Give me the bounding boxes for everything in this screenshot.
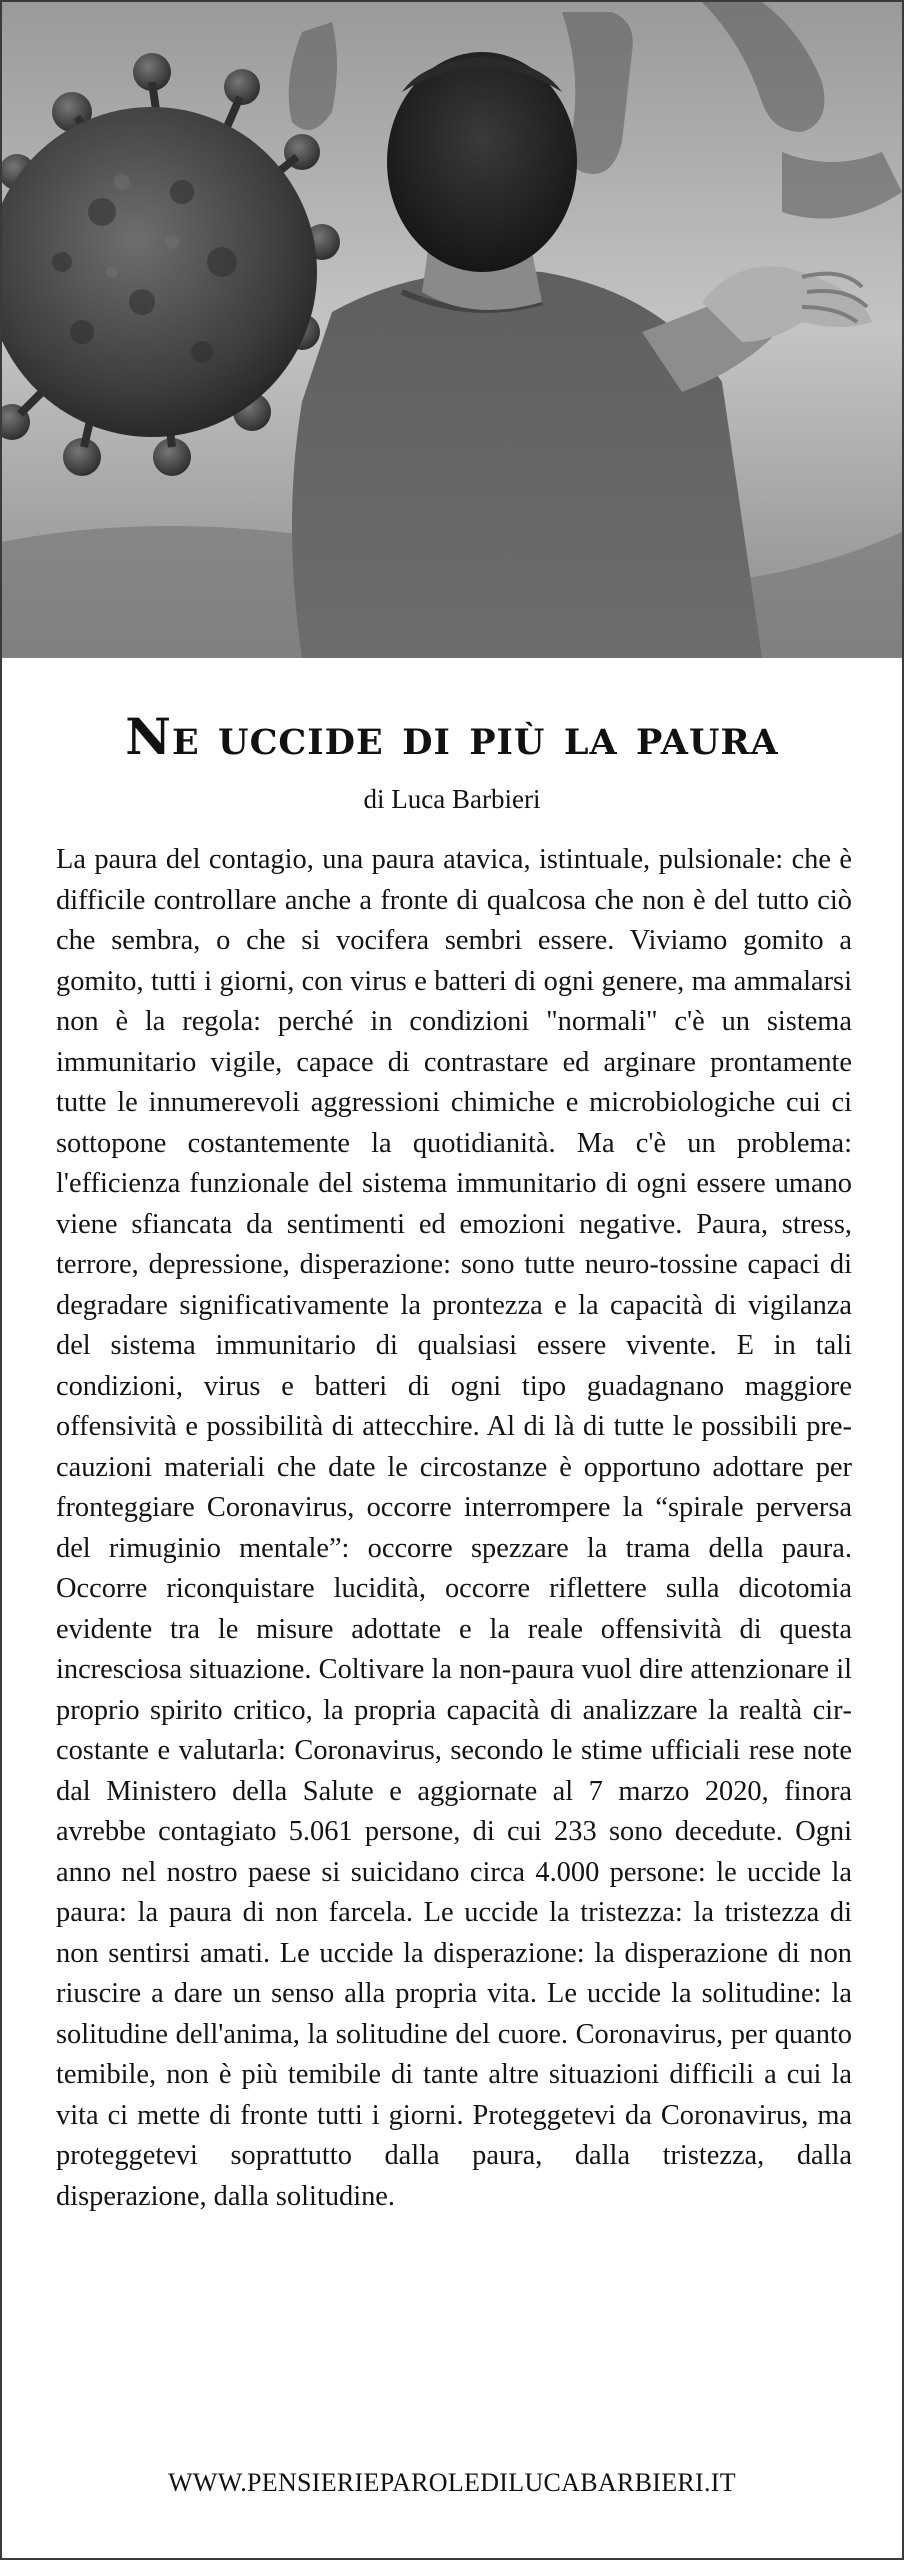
article-byline: di Luca Barbieri (363, 784, 541, 814)
virus-man-illustration (2, 2, 902, 658)
article-title: Ne uccide di più la paura (125, 707, 779, 766)
footer-website[interactable]: WWW.PENSIERIEPAROLEDILUCABARBIERI.IT (168, 2468, 736, 2497)
hero-image (2, 2, 902, 658)
article-body: La paura del contagio, una paura atavica, istintuale, pulsionale: che è difficile controllare anche a fronte di qualcosa che non è del tutto ciò che sembra, o che si vocifera sembri essere. Viviamo gomito a gomito, tutti i giorni, con virus e batteri di ogni genere, ma ammalarsi non è la regola: perché in condizioni "normali" c'è un sistema immunitario vigile, capace di contrastare ed arginare prontamente tutte le innumerevoli aggressioni chimiche e microbiologiche cui ci sottopone costantemente la quotidianità. Ma c'è un problema: l'efficienza funzionale del sistema immunitario di ogni essere umano viene sfiancata da sentimenti ed emozioni negative. Paura, stress, terrore, depressione, disperazione: sono tutte neuro-tossine capaci di degradare significativamente la prontezza e la capacità di vigilanza del sistema immunitario di qualsiasi essere vivente. E in tali condizioni, virus e batteri di ogni tipo guadagnano maggiore offensività e possibilità di attecchire. Al di là di tutte le possibili precauzioni materiali che date le circostanze è opportuno adottare per fronteggiare Coronavirus, occorre interrompere la “spirale perversa del rimuginio mentale”: occorre spezzare la trama della paura. Occorre riconquistare lucidità, occorre riflettere sulla dicotomia evidente tra le misure adottate e la reale offensività di questa incresciosa situazione. Coltivare la non-paura vuol dire attenzionare il proprio spirito critico, la propria capacità di analizzare la realtà circostante e valutarla: Coronavirus, secondo le stime ufficiali rese note dal Ministero della Salute e aggiornate al 7 marzo 2020, finora avrebbe contagiato 5.061 persone, di cui 233 sono decedute. Ogni anno nel nostro paese si suicidano circa 4.000 persone: le uccide la paura: la paura di non farcela. Le uccide la tristezza: la tristezza di non sentirsi amati. Le uccide la disperazione: la disperazione di non riuscire a dare un senso alla propria vita. Le uccide la solitudine: la solitudine dell'anima, la solitudine del cuore. Coronavirus, per quanto temibile, non è più temibile di tante altre situazioni difficili a cui la vita ci mette di fronte tutti i giorni. Proteggetevi da Coronavirus, ma proteggetevi soprattutto dalla paura, dalla tristezza, dalla disperazione, dalla solitudine. (56, 844, 852, 2212)
